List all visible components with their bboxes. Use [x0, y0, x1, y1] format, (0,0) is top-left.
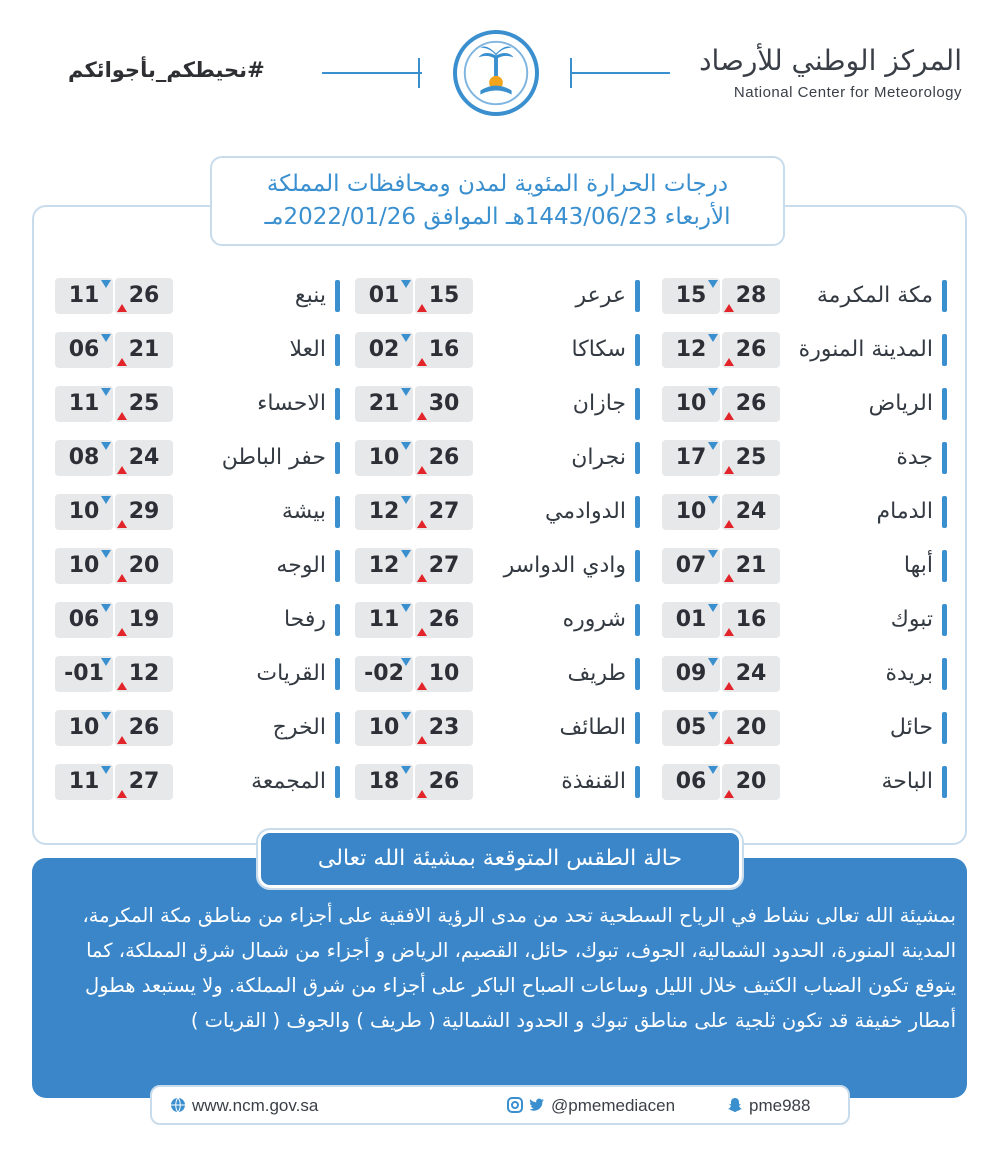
max-temp-cell [415, 440, 473, 476]
min-temp-value: 15 [675, 283, 707, 308]
city-name: الباحة [881, 764, 947, 800]
ncm-logo-icon [453, 30, 539, 116]
city-column [662, 270, 947, 810]
arrow-up-icon [417, 682, 427, 690]
arrow-down-icon [101, 604, 111, 612]
min-temp-cell [55, 278, 113, 314]
min-temp-value: 11 [68, 283, 100, 308]
arrow-up-icon [417, 304, 427, 312]
arrow-up-icon [417, 358, 427, 366]
city-name: القنفذة [561, 764, 640, 800]
min-temp-value: 09 [675, 661, 707, 686]
arrow-down-icon [101, 388, 111, 396]
min-temp-cell [55, 548, 113, 584]
min-temp-value: 05 [675, 715, 707, 740]
max-temp-value: 30 [428, 391, 460, 416]
max-temp-cell [722, 494, 780, 530]
min-temp-value: 21 [368, 391, 400, 416]
arrow-down-icon [708, 280, 718, 288]
website-text: www.ncm.gov.sa [192, 1096, 319, 1115]
max-temp-value: 27 [128, 769, 160, 794]
forecast-title: حالة الطقس المتوقعة بمشيئة الله تعالى [258, 830, 742, 888]
min-temp-cell [355, 602, 413, 638]
arrow-down-icon [708, 766, 718, 774]
min-temp-value: 06 [68, 607, 100, 632]
min-temp-value: 10 [675, 499, 707, 524]
city-name: الخرج [273, 710, 340, 746]
min-temp-cell [662, 710, 720, 746]
min-temp-cell [662, 602, 720, 638]
max-temp-value: 26 [128, 283, 160, 308]
city-name: المجمعة [251, 764, 340, 800]
arrow-down-icon [708, 658, 718, 666]
forecast-text: بمشيئة الله تعالى نشاط في الرياح السطحية تحد من مدى الرؤية الافقية على أجزاء من مناطق مكة المكرمة، المدينة المنورة، الحدود الشمالية، الجوف، تبوك، حائل، القصيم، الرياض و أجزاء من شمال شرق المملكة، كما يتوقع تكون الضباب الكثيف خلال الليل وساعات الصباح الباكر على أجزاء من شرق المملكة. ولا يستبعد هطول أمطار خفيفة قد تكون ثلجية على مناطق تبوك و الحدود الشمالية ( طريف ) والجوف ( القريات ) [82, 904, 956, 1032]
city-row [55, 594, 340, 648]
city-row [355, 702, 640, 756]
min-temp-cell [355, 548, 413, 584]
min-temp-cell [355, 710, 413, 746]
max-temp-cell [415, 548, 473, 584]
min-temp-cell [355, 656, 413, 692]
max-temp-value: 29 [128, 499, 160, 524]
min-temp-value: 10 [68, 553, 100, 578]
city-row [355, 270, 640, 324]
twitter-icon [529, 1095, 545, 1111]
max-temp-cell [415, 710, 473, 746]
arrow-down-icon [401, 658, 411, 666]
min-temp-value: 10 [68, 499, 100, 524]
table-title: درجات الحرارة المئوية لمدن ومحافظات المملكة [266, 171, 729, 197]
org-name-arabic: المركز الوطني للأرصاد [699, 44, 962, 77]
hashtag: #نحيطكم_بأجوائكم [68, 58, 265, 82]
arrow-up-icon [117, 574, 127, 582]
max-temp-value: 25 [735, 445, 767, 470]
city-row [55, 648, 340, 702]
city-row [355, 378, 640, 432]
city-name: حفر الباطن [222, 440, 340, 476]
max-temp-cell [722, 548, 780, 584]
city-name: طريف [567, 656, 640, 692]
max-temp-value: 26 [735, 391, 767, 416]
max-temp-cell [115, 764, 173, 800]
arrow-up-icon [417, 520, 427, 528]
max-temp-value: 12 [128, 661, 160, 686]
footer-website[interactable] [170, 1093, 318, 1119]
min-temp-cell [662, 764, 720, 800]
min-temp-cell [55, 710, 113, 746]
arrow-up-icon [724, 466, 734, 474]
city-row [355, 648, 640, 702]
min-temp-cell [662, 440, 720, 476]
city-name: الاحساء [257, 386, 340, 422]
arrow-up-icon [117, 790, 127, 798]
max-temp-value: 26 [428, 607, 460, 632]
city-row [662, 324, 947, 378]
city-column [355, 270, 640, 810]
max-temp-cell [722, 278, 780, 314]
max-temp-cell [415, 764, 473, 800]
min-temp-value: 10 [68, 715, 100, 740]
max-temp-cell [415, 332, 473, 368]
city-row [662, 648, 947, 702]
max-temp-cell [722, 440, 780, 476]
city-row [355, 324, 640, 378]
org-name [699, 44, 962, 101]
max-temp-cell [415, 278, 473, 314]
city-name: أبها [904, 548, 947, 584]
arrow-up-icon [724, 682, 734, 690]
max-temp-value: 25 [128, 391, 160, 416]
min-temp-cell [55, 440, 113, 476]
max-temp-cell [115, 710, 173, 746]
arrow-up-icon [117, 466, 127, 474]
city-name: العلا [289, 332, 340, 368]
city-row [662, 540, 947, 594]
snapchat-icon [727, 1095, 743, 1111]
min-temp-value: 12 [675, 337, 707, 362]
min-temp-value: 12 [368, 553, 400, 578]
min-temp-cell [55, 332, 113, 368]
org-name-english: National Center for Meteorology [733, 84, 962, 101]
city-name: رفحا [284, 602, 340, 638]
max-temp-value: 20 [128, 553, 160, 578]
min-temp-value: 07 [675, 553, 707, 578]
city-name: ينبع [295, 278, 340, 314]
max-temp-cell [115, 548, 173, 584]
city-row [355, 486, 640, 540]
city-row [355, 594, 640, 648]
city-name: مكة المكرمة [817, 278, 947, 314]
min-temp-cell [55, 656, 113, 692]
city-row [662, 594, 947, 648]
min-temp-value: 08 [68, 445, 100, 470]
city-name: الدمام [877, 494, 947, 530]
arrow-up-icon [417, 628, 427, 636]
min-temp-cell [355, 332, 413, 368]
min-temp-cell [355, 386, 413, 422]
max-temp-value: 19 [128, 607, 160, 632]
arrow-down-icon [101, 280, 111, 288]
arrow-down-icon [101, 658, 111, 666]
max-temp-value: 20 [735, 715, 767, 740]
city-row [355, 432, 640, 486]
city-row [55, 270, 340, 324]
max-temp-value: 26 [128, 715, 160, 740]
city-name: بريدة [886, 656, 947, 692]
arrow-down-icon [101, 442, 111, 450]
arrow-down-icon [101, 550, 111, 558]
min-temp-cell [55, 494, 113, 530]
min-temp-value: 02 [368, 337, 400, 362]
max-temp-cell [115, 494, 173, 530]
city-name: الرياض [869, 386, 947, 422]
max-temp-value: 24 [735, 499, 767, 524]
max-temp-value: 26 [428, 445, 460, 470]
arrow-down-icon [401, 604, 411, 612]
max-temp-value: 26 [735, 337, 767, 362]
city-row [662, 270, 947, 324]
min-temp-value: 06 [675, 769, 707, 794]
arrow-up-icon [117, 358, 127, 366]
max-temp-cell [415, 494, 473, 530]
arrow-up-icon [724, 574, 734, 582]
arrow-up-icon [117, 520, 127, 528]
arrow-down-icon [401, 496, 411, 504]
city-row [55, 540, 340, 594]
city-row [55, 756, 340, 810]
temperature-grid [55, 270, 947, 810]
header-divider-tick [570, 58, 572, 88]
header-divider-right [570, 72, 670, 74]
min-temp-cell [55, 386, 113, 422]
city-row [55, 486, 340, 540]
city-row [355, 540, 640, 594]
arrow-up-icon [417, 574, 427, 582]
max-temp-cell [115, 278, 173, 314]
arrow-down-icon [708, 442, 718, 450]
max-temp-value: 15 [428, 283, 460, 308]
max-temp-value: 21 [128, 337, 160, 362]
city-row [662, 486, 947, 540]
min-temp-value: 06 [68, 337, 100, 362]
arrow-down-icon [101, 496, 111, 504]
footer-snapchat[interactable] [727, 1093, 810, 1119]
arrow-down-icon [708, 388, 718, 396]
city-name: عرعر [575, 278, 640, 314]
social-handle: @pmemediacen [551, 1096, 676, 1115]
city-column [55, 270, 340, 810]
city-name: الطائف [560, 710, 640, 746]
arrow-up-icon [724, 412, 734, 420]
table-title-box [210, 156, 785, 246]
max-temp-value: 23 [428, 715, 460, 740]
arrow-down-icon [101, 712, 111, 720]
max-temp-value: 16 [735, 607, 767, 632]
min-temp-value: -02 [364, 661, 404, 686]
max-temp-value: 27 [428, 553, 460, 578]
max-temp-value: 24 [735, 661, 767, 686]
instagram-icon [507, 1095, 523, 1111]
arrow-down-icon [401, 442, 411, 450]
min-temp-value: 18 [368, 769, 400, 794]
arrow-down-icon [708, 550, 718, 558]
max-temp-cell [415, 602, 473, 638]
city-name: الوجه [276, 548, 340, 584]
min-temp-cell [55, 764, 113, 800]
max-temp-cell [722, 710, 780, 746]
arrow-down-icon [401, 766, 411, 774]
city-name: شروره [563, 602, 640, 638]
arrow-up-icon [117, 682, 127, 690]
min-temp-value: 11 [68, 769, 100, 794]
city-name: جدة [896, 440, 947, 476]
min-temp-value: 11 [68, 391, 100, 416]
min-temp-cell [662, 386, 720, 422]
arrow-up-icon [417, 466, 427, 474]
min-temp-value: 10 [368, 445, 400, 470]
city-name: تبوك [891, 602, 947, 638]
max-temp-cell [115, 440, 173, 476]
max-temp-cell [415, 386, 473, 422]
city-row [55, 432, 340, 486]
arrow-up-icon [724, 358, 734, 366]
arrow-down-icon [708, 712, 718, 720]
max-temp-cell [115, 386, 173, 422]
header-divider-left [322, 72, 422, 74]
city-row [662, 756, 947, 810]
min-temp-cell [355, 440, 413, 476]
min-temp-value: 17 [675, 445, 707, 470]
city-row [662, 702, 947, 756]
max-temp-cell [115, 332, 173, 368]
header-divider-tick [418, 58, 420, 88]
city-name: سكاكا [572, 332, 640, 368]
city-name: وادي الدواسر [504, 548, 640, 584]
min-temp-cell [662, 548, 720, 584]
arrow-down-icon [101, 334, 111, 342]
min-temp-cell [355, 494, 413, 530]
min-temp-cell [355, 764, 413, 800]
arrow-down-icon [401, 280, 411, 288]
max-temp-cell [722, 602, 780, 638]
min-temp-value: 01 [675, 607, 707, 632]
arrow-up-icon [117, 304, 127, 312]
max-temp-cell [722, 386, 780, 422]
arrow-up-icon [724, 520, 734, 528]
arrow-up-icon [724, 790, 734, 798]
arrow-up-icon [117, 628, 127, 636]
min-temp-cell [55, 602, 113, 638]
arrow-down-icon [708, 496, 718, 504]
arrow-down-icon [401, 712, 411, 720]
city-name: بيشة [282, 494, 340, 530]
max-temp-cell [115, 602, 173, 638]
max-temp-cell [115, 656, 173, 692]
max-temp-value: 10 [428, 661, 460, 686]
footer-social[interactable] [507, 1093, 675, 1119]
max-temp-value: 27 [428, 499, 460, 524]
arrow-down-icon [708, 604, 718, 612]
snapchat-handle: pme988 [749, 1096, 811, 1115]
arrow-down-icon [101, 766, 111, 774]
city-name: حائل [890, 710, 947, 746]
footer-bar [150, 1085, 850, 1125]
max-temp-value: 21 [735, 553, 767, 578]
city-name: الدوادمي [545, 494, 640, 530]
city-name: المدينة المنورة [799, 332, 947, 368]
max-temp-value: 16 [428, 337, 460, 362]
arrow-up-icon [417, 790, 427, 798]
max-temp-cell [722, 656, 780, 692]
globe-icon [170, 1095, 186, 1111]
min-temp-cell [662, 332, 720, 368]
table-date: الأربعاء 1443/06/23هـ الموافق 2022/01/26مـ [264, 204, 731, 230]
city-row [662, 378, 947, 432]
max-temp-value: 20 [735, 769, 767, 794]
min-temp-value: -01 [64, 661, 104, 686]
city-name: جازان [573, 386, 640, 422]
arrow-down-icon [401, 550, 411, 558]
city-row [55, 378, 340, 432]
max-temp-value: 26 [428, 769, 460, 794]
max-temp-value: 24 [128, 445, 160, 470]
city-row [55, 702, 340, 756]
min-temp-value: 11 [368, 607, 400, 632]
city-name: نجران [571, 440, 640, 476]
min-temp-cell [662, 656, 720, 692]
arrow-up-icon [417, 412, 427, 420]
arrow-up-icon [117, 736, 127, 744]
min-temp-cell [662, 494, 720, 530]
arrow-up-icon [417, 736, 427, 744]
max-temp-cell [415, 656, 473, 692]
max-temp-value: 28 [735, 283, 767, 308]
max-temp-cell [722, 332, 780, 368]
arrow-down-icon [401, 334, 411, 342]
arrow-up-icon [724, 736, 734, 744]
arrow-down-icon [401, 388, 411, 396]
min-temp-cell [662, 278, 720, 314]
min-temp-cell [355, 278, 413, 314]
min-temp-value: 12 [368, 499, 400, 524]
city-row [355, 756, 640, 810]
max-temp-cell [722, 764, 780, 800]
city-row [55, 324, 340, 378]
min-temp-value: 01 [368, 283, 400, 308]
city-name: القريات [256, 656, 340, 692]
city-row [662, 432, 947, 486]
arrow-up-icon [724, 304, 734, 312]
arrow-down-icon [708, 334, 718, 342]
min-temp-value: 10 [675, 391, 707, 416]
min-temp-value: 10 [368, 715, 400, 740]
arrow-up-icon [724, 628, 734, 636]
arrow-up-icon [117, 412, 127, 420]
